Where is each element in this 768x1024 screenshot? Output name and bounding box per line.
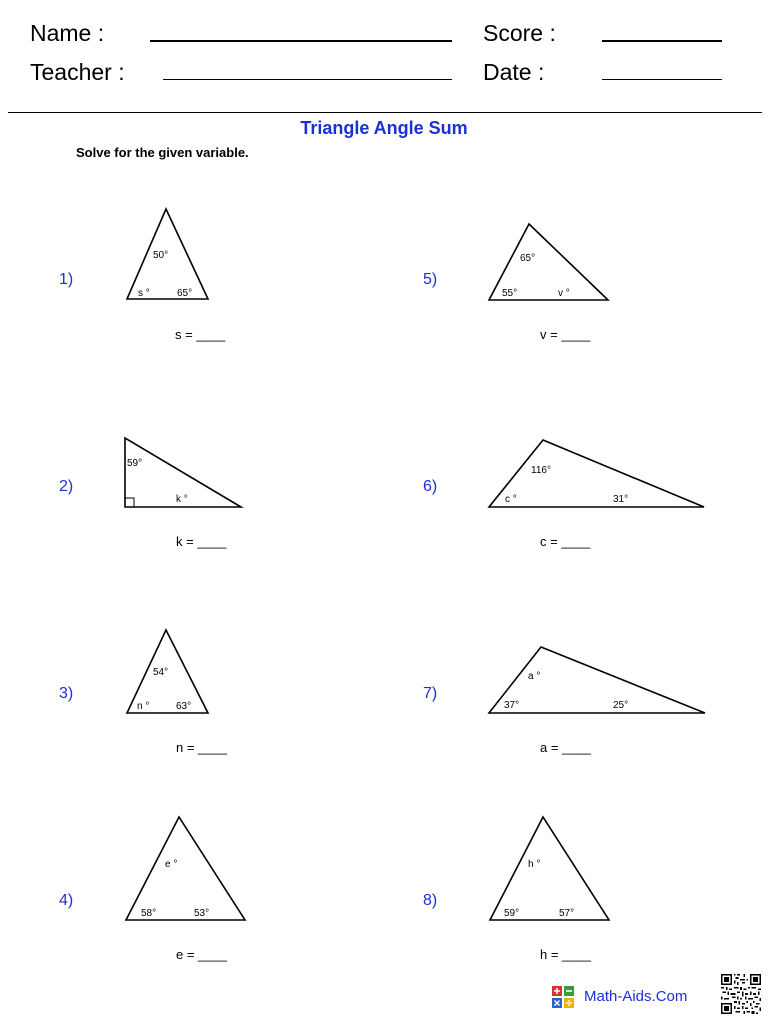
triangle-figure: [484, 642, 710, 718]
answer-blank[interactable]: v = ____: [540, 327, 591, 342]
score-field[interactable]: [602, 40, 722, 42]
angle-label: 116°: [531, 465, 551, 476]
angle-label: e °: [165, 859, 178, 870]
angle-label: 55°: [502, 288, 518, 299]
angle-label: 58°: [141, 908, 157, 919]
angle-label: h °: [528, 859, 541, 870]
triangle-figure: [120, 202, 220, 306]
angle-label: 59°: [504, 908, 520, 919]
angle-label: 59°: [127, 458, 143, 469]
worksheet-title: Triangle Angle Sum: [300, 118, 468, 138]
math-aids-logo-icon: [552, 986, 574, 1008]
angle-label: 63°: [176, 701, 192, 712]
name-label: Name :: [30, 20, 105, 46]
angle-label: 31°: [613, 494, 629, 505]
triangle-figure: [120, 432, 248, 514]
instructions: Solve for the given variable.: [76, 145, 249, 160]
header-divider: [8, 112, 762, 113]
angle-label: 65°: [177, 288, 193, 299]
answer-blank[interactable]: h = ____: [540, 947, 591, 962]
score-label: Score :: [483, 20, 556, 46]
problem-number: 8): [423, 892, 438, 909]
answer-blank[interactable]: c = ____: [540, 534, 591, 549]
problem-number: 5): [423, 271, 438, 288]
problem-number: 2): [59, 478, 74, 495]
angle-label: 25°: [613, 700, 629, 711]
problem-number: 7): [423, 685, 438, 702]
site-link[interactable]: Math-Aids.Com: [584, 988, 688, 1005]
angle-label: v °: [558, 288, 570, 299]
angle-label: 50°: [153, 250, 169, 261]
angle-label: n °: [137, 701, 150, 712]
angle-label: 54°: [153, 667, 169, 678]
angle-label: 65°: [520, 253, 536, 264]
angle-label: a °: [528, 671, 541, 682]
date-field[interactable]: [602, 79, 722, 80]
triangle-figure: [484, 810, 614, 926]
problem-number: 4): [59, 892, 74, 909]
answer-blank[interactable]: n = ____: [176, 740, 227, 755]
teacher-field[interactable]: [163, 79, 452, 80]
problem-number: 3): [59, 685, 74, 702]
triangle-figure: [484, 220, 616, 306]
answer-blank[interactable]: e = ____: [176, 947, 227, 962]
problem-number: 1): [59, 271, 74, 288]
angle-label: 37°: [504, 700, 520, 711]
angle-label: 57°: [559, 908, 575, 919]
teacher-label: Teacher :: [30, 59, 125, 85]
triangle-figure: [484, 434, 710, 512]
answer-blank[interactable]: k = ____: [176, 534, 227, 549]
name-field[interactable]: [150, 40, 452, 42]
angle-label: 53°: [194, 908, 210, 919]
angle-label: k °: [176, 494, 188, 505]
angle-label: s °: [138, 288, 150, 299]
angle-label: c °: [505, 494, 517, 505]
triangle-figure: [120, 622, 220, 718]
qr-code-icon: [721, 974, 761, 1014]
answer-blank[interactable]: a = ____: [540, 740, 591, 755]
answer-blank[interactable]: s = ____: [175, 327, 226, 342]
date-label: Date :: [483, 59, 545, 85]
triangle-figure: [120, 810, 252, 926]
problem-number: 6): [423, 478, 438, 495]
